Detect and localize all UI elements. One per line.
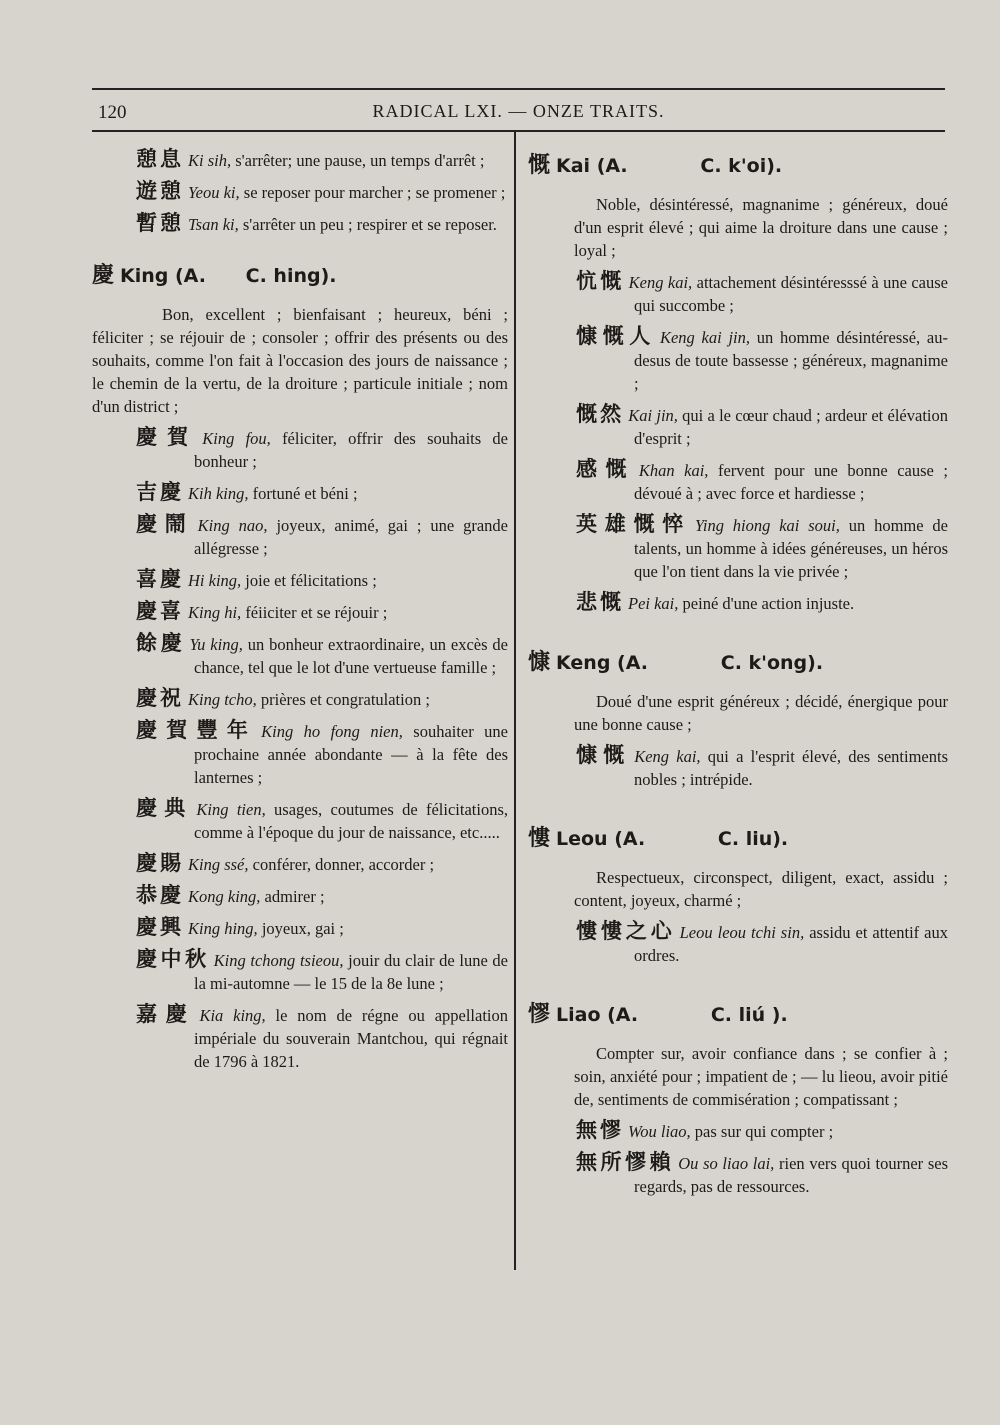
dictionary-entry [528,920,948,967]
dictionary-entry [92,568,508,592]
entry-characters: 暫憩 [136,211,184,235]
entry-romanization: Hi king, [188,571,242,590]
entry-characters: 餘慶 [136,631,186,655]
entry-romanization: King tien, [196,800,266,819]
entry-gloss: prières et congratulation ; [256,690,430,709]
entry-characters: 慷慨人 [576,324,656,348]
entry-romanization: Keng kai, [628,273,693,292]
left-column [92,148,508,1081]
dictionary-entry [92,948,508,995]
column-divider [514,130,516,1270]
entry-romanization: Yu king, [189,635,243,654]
entry-gloss: fortuné et béni ; [248,484,358,503]
entry-romanization: Keng kai, [634,747,701,766]
entry-characters: 慶喜 [136,599,184,623]
entry-gloss: un bonheur extraordinaire, un excès de chance, tel que le lot d'une vertueuse famille ; [194,635,508,677]
entry-romanization: King fou, [202,429,271,448]
entry-romanization: Pei kai, [628,594,679,613]
entry-gloss: s'arrêter; une pause, un temps d'arrêt ; [231,151,485,170]
entry-romanization: King hi, [188,603,242,622]
dictionary-entry [92,180,508,204]
dictionary-entry [528,1119,948,1143]
definition-liao: Compter sur, avoir confiance dans ; se confier à ; soin, anxiété pour ; impatient de ; — lu lieou, avoir pitié de, sentiments de commisération ; compatissant ; [574,1044,948,1109]
entry-romanization: Kong king, [188,887,261,906]
dictionary-entry [92,687,508,711]
dictionary-entry [92,719,508,789]
entry-characters: 慷慨 [576,743,631,767]
entry-gloss: attachement désintéresssé à une cause qui succombe ; [634,273,948,315]
headword-keng [528,645,948,676]
headword-king [92,258,508,289]
entry-romanization: Ki sih, [188,151,232,170]
entry-gloss: jouir du clair de lune de la mi-automne — le 15 de la 8e lune ; [194,951,509,993]
dictionary-entry [528,325,948,395]
entry-romanization: Ying hiong kai soui, [694,516,840,535]
entry-gloss: souhaiter une prochaine année abondante — à la fête des lanternes ; [194,722,508,787]
dictionary-entry [528,591,948,615]
entry-characters: 遊憩 [136,179,184,203]
entry-gloss: joyeux, animé, gai ; une grande allégresse ; [194,516,509,558]
headword-liao [528,997,948,1028]
entry-characters: 慶祝 [136,686,184,710]
running-title: RADICAL LXI. — ONZE TRAITS. [372,101,665,121]
entry-characters: 喜慶 [136,567,184,591]
headword-text: Leou (A. C. liu). [556,828,789,850]
entry-gloss: admirer ; [260,887,325,906]
entry-gloss: joyeux, gai ; [257,919,344,938]
entry-romanization: King nao, [197,516,268,535]
headword-leou [528,821,948,852]
entry-romanization: Kia king, [199,1006,266,1025]
entry-gloss: fervent pour une bonne cause ; dévoué à ; avec force et hardiesse ; [634,461,948,503]
entry-gloss: assidu et attentif aux ordres. [634,923,949,965]
headword-character: 慺 [528,826,551,851]
entry-characters: 憩息 [136,147,184,171]
entry-gloss: féiiciter et se réjouir ; [241,603,388,622]
entry-gloss: rien vers quoi tourner ses regards, pas de ressources. [634,1154,948,1196]
definition-king: Bon, excellent ; bienfaisant ; heureux, béni ; féliciter ; se réjouir de ; consoler ; offrir des présents ou des souhaits, comme l'on fait à l'occasion des jours de naissance ; le chemin de la vertu, de la droiture ; particule initiale ; nom d'un district ; [92,305,508,416]
headword-text: King (A. C. hing). [120,265,337,287]
dictionary-entry [528,270,948,317]
entry-gloss: pas sur qui compter ; [690,1122,834,1141]
entry-characters: 無所憀賴 [576,1150,675,1174]
dictionary-entry [92,600,508,624]
entry-characters: 無憀 [576,1118,624,1142]
entry-gloss: s'arrêter un peu ; respirer et se reposer. [238,215,497,234]
entry-characters: 慶賜 [136,851,184,875]
dictionary-entry [528,1151,948,1198]
entry-romanization: Yeou ki, [188,183,240,202]
entry-romanization: Ou so liao lai, [678,1154,775,1173]
right-column [528,148,948,1206]
entry-characters: 慶鬧 [136,512,194,536]
entry-romanization: Kai jin, [628,406,678,425]
page-number: 120 [98,102,127,123]
headword-text: Keng (A. C. k'ong). [556,652,824,674]
entry-gloss: peiné d'une action injuste. [678,594,855,613]
headword-character: 憀 [528,1002,551,1027]
entry-romanization: King tchong tsieou, [213,951,344,970]
headword-text: Kai (A. C. k'oi). [556,155,783,177]
entry-characters: 吉慶 [136,480,184,504]
headword-character: 慨 [528,153,551,178]
entry-romanization: Kih king, [188,484,249,503]
headword-text: Liao (A. C. liú ). [556,1004,788,1026]
entry-characters: 慶賀豐年 [136,718,258,742]
entry-romanization: King ho fong nien, [261,722,403,741]
page-header [92,88,945,132]
entry-gloss: se reposer pour marcher ; se promener ; [239,183,506,202]
entry-gloss: usages, coutumes de félicitations, comme à l'époque du jour de naissance, etc..... [194,800,508,842]
dictionary-entry [92,916,508,940]
dictionary-entry [528,458,948,505]
entry-characters: 嘉慶 [136,1002,196,1026]
entry-romanization: Khan kai, [638,461,709,480]
definition-keng: Doué d'une esprit généreux ; décidé, énergique pour une bonne cause ; [574,692,948,734]
entry-gloss: féliciter, offrir des souhaits de bonheur ; [194,429,508,471]
entry-characters: 英雄慨悴 [576,512,691,536]
entry-characters: 慶典 [136,796,193,820]
definition-kai: Noble, désintéressé, magnanime ; généreux, doué d'un esprit élevé ; qui aime la droiture dans une cause ; loyal ; [574,195,948,260]
dictionary-entry [92,426,508,473]
entry-gloss: le nom de régne ou appellation impériale du souverain Mantchou, qui régnait de 1796 à 1821. [194,1006,509,1071]
entry-gloss: conférer, donner, accorder ; [248,855,435,874]
dictionary-entry [92,884,508,908]
headword-character: 慷 [528,650,551,675]
dictionary-entry [92,212,508,236]
entry-characters: 慶賀 [136,425,199,449]
entry-gloss: un homme désintéressé, au-desus de toute bassesse ; généreux, magnanime ; [634,328,949,393]
entry-gloss: un homme de talents, un homme à idées généreuses, un héros que l'on tient dans la vie privée ; [634,516,948,581]
entry-romanization: Leou leou tchi sin, [679,923,805,942]
entry-characters: 慶興 [136,915,184,939]
entry-romanization: King ssé, [188,855,249,874]
entry-characters: 慺慺之心 [576,919,676,943]
dictionary-entry [92,632,508,679]
dictionary-entry [92,1003,508,1073]
entry-characters: 慶中秋 [136,947,210,971]
entry-romanization: King tcho, [188,690,257,709]
entry-characters: 感慨 [576,457,635,481]
entry-gloss: qui a le cœur chaud ; ardeur et élévation d'esprit ; [634,406,948,448]
entry-romanization: Keng kai jin, [659,328,751,347]
definition-leou: Respectueux, circonspect, diligent, exact, assidu ; content, joyeux, charmé ; [574,868,948,910]
headword-character: 慶 [92,263,115,288]
dictionary-entry [92,852,508,876]
dictionary-entry [92,797,508,844]
entry-gloss: joie et félicitations ; [241,571,377,590]
entry-characters: 恭慶 [136,883,184,907]
dictionary-entry [528,513,948,583]
entry-gloss: qui a l'esprit élevé, des sentiments nobles ; intrépide. [634,747,949,789]
headword-kai [528,148,948,179]
dictionary-entry [528,744,948,791]
dictionary-entry [92,481,508,505]
entry-characters: 慨然 [576,402,625,426]
dictionary-entry [528,403,948,450]
entry-romanization: Wou liao, [628,1122,691,1141]
entry-characters: 悲慨 [576,590,624,614]
entry-romanization: King hing, [188,919,258,938]
dictionary-entry [92,148,508,172]
dictionary-entry [92,513,508,560]
entry-romanization: Tsan ki, [188,215,239,234]
entry-characters: 忼慨 [576,269,625,293]
